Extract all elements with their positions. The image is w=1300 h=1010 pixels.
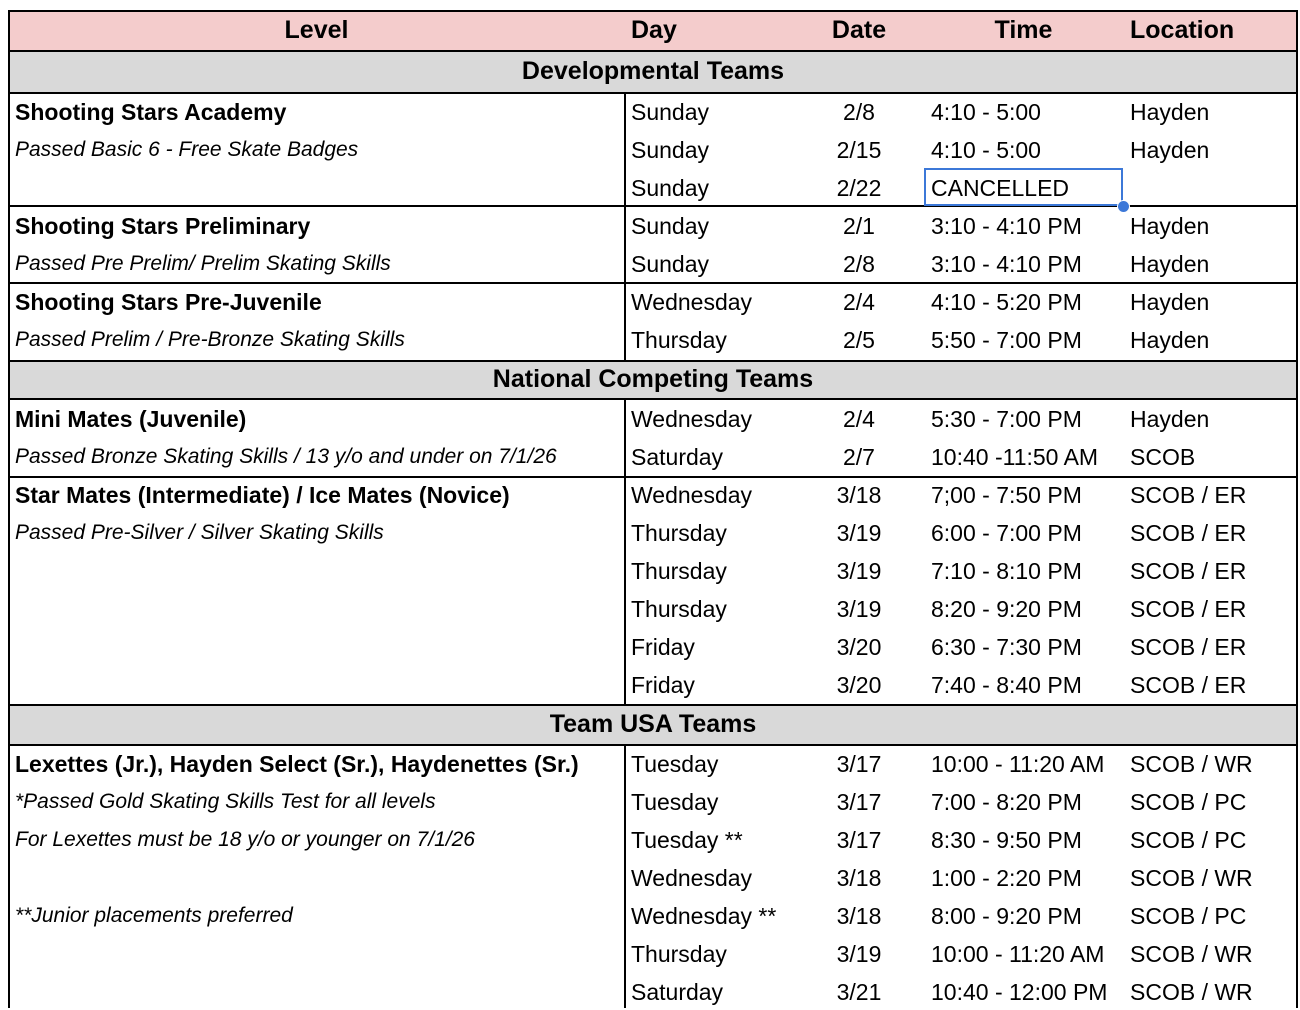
cell-date[interactable]: 3/20 xyxy=(836,633,882,660)
cell-time[interactable]: 5:50 - 7:00 PM xyxy=(931,326,1082,353)
table-row xyxy=(8,246,1298,282)
cell-level[interactable]: Star Mates (Intermediate) / Ice Mates (Novice) xyxy=(15,481,510,508)
cell-date[interactable]: 2/1 xyxy=(843,212,875,239)
cell-location[interactable]: Hayden xyxy=(1130,136,1210,163)
table-row xyxy=(8,822,1298,858)
cell-level[interactable] xyxy=(15,667,625,703)
cell-day[interactable]: Wednesday xyxy=(631,288,753,315)
fill-handle[interactable] xyxy=(1117,200,1130,213)
column-divider xyxy=(624,744,626,1008)
cell-level[interactable] xyxy=(15,553,625,589)
cell-time[interactable]: 8:20 - 9:20 PM xyxy=(931,595,1082,622)
section-developmental[interactable]: Developmental Teams xyxy=(8,50,1298,92)
cell-day[interactable]: Tuesday xyxy=(631,788,719,815)
cell-level[interactable]: Passed Prelim / Pre-Bronze Skating Skills xyxy=(15,328,405,351)
cell-date[interactable]: 3/18 xyxy=(836,864,882,891)
cell-location[interactable]: SCOB / ER xyxy=(1130,595,1247,622)
row-divider xyxy=(8,476,1298,478)
cell-location[interactable]: SCOB / ER xyxy=(1130,633,1247,660)
cell-location[interactable]: Hayden xyxy=(1130,250,1210,277)
cell-day[interactable]: Wednesday ** xyxy=(631,902,777,929)
cell-location[interactable]: Hayden xyxy=(1130,288,1210,315)
cell-level[interactable]: For Lexettes must be 18 y/o or younger on 7/1/26 xyxy=(15,828,475,851)
cell-date[interactable]: 2/8 xyxy=(843,250,875,277)
cell-date[interactable]: 3/19 xyxy=(836,557,882,584)
cell-time[interactable]: 7:00 - 8:20 PM xyxy=(931,788,1082,815)
cell-level[interactable]: Lexettes (Jr.), Hayden Select (Sr.), Haydenettes (Sr.) xyxy=(15,750,579,777)
row-divider xyxy=(8,92,1298,94)
cell-level[interactable]: *Passed Gold Skating Skills Test for all levels xyxy=(15,790,436,813)
table-row xyxy=(8,746,1298,782)
schedule-table xyxy=(8,10,1298,1008)
cell-day[interactable]: Sunday xyxy=(631,98,710,125)
cell-day[interactable]: Saturday xyxy=(631,978,724,1005)
cell-level[interactable] xyxy=(15,936,625,972)
row-divider xyxy=(8,398,1298,400)
cell-date[interactable]: 2/22 xyxy=(836,174,882,201)
cell-time[interactable]: 10:40 - 12:00 PM xyxy=(931,978,1108,1005)
cell-location[interactable]: SCOB / ER xyxy=(1130,671,1247,698)
cell-day[interactable]: Sunday xyxy=(631,136,710,163)
cell-date[interactable]: 3/18 xyxy=(836,481,882,508)
row-divider xyxy=(8,360,1298,362)
table-row xyxy=(8,284,1298,320)
cell-time[interactable]: 5:30 - 7:00 PM xyxy=(931,405,1082,432)
cell-day[interactable]: Friday xyxy=(631,671,695,698)
cell-time[interactable]: 3:10 - 4:10 PM xyxy=(931,250,1082,277)
cell-date[interactable]: 3/20 xyxy=(836,671,882,698)
cell-location[interactable]: SCOB / ER xyxy=(1130,481,1247,508)
table-row xyxy=(8,629,1298,665)
cell-date[interactable]: 2/8 xyxy=(843,98,875,125)
table-row xyxy=(8,94,1298,130)
header-date[interactable]: Date xyxy=(831,15,887,44)
cell-location[interactable]: SCOB / ER xyxy=(1130,519,1247,546)
cell-level[interactable]: Passed Pre Prelim/ Prelim Skating Skills xyxy=(15,252,391,275)
cell-date[interactable]: 2/7 xyxy=(843,443,875,470)
cell-level[interactable]: Passed Basic 6 - Free Skate Badges xyxy=(15,138,359,161)
table-row xyxy=(8,401,1298,437)
cell-day[interactable]: Thursday xyxy=(631,519,727,546)
column-divider xyxy=(624,398,626,704)
header-level[interactable]: Level xyxy=(284,15,349,44)
table-row xyxy=(8,515,1298,551)
table-row xyxy=(8,591,1298,627)
cell-level[interactable]: Shooting Stars Preliminary xyxy=(15,212,311,239)
cell-level[interactable]: Mini Mates (Juvenile) xyxy=(15,405,247,432)
cell-date[interactable]: 3/19 xyxy=(836,519,882,546)
cell-level[interactable] xyxy=(15,591,625,627)
row-divider xyxy=(8,744,1298,746)
cell-location[interactable]: SCOB / WR xyxy=(1130,978,1253,1005)
cell-date[interactable]: 3/21 xyxy=(836,978,882,1005)
table-row xyxy=(8,132,1298,168)
cell-level[interactable] xyxy=(15,860,625,896)
cell-location[interactable]: SCOB / WR xyxy=(1130,750,1253,777)
header-day[interactable]: Day xyxy=(631,15,677,44)
cell-time[interactable]: 6:30 - 7:30 PM xyxy=(931,633,1082,660)
cell-time[interactable]: 3:10 - 4:10 PM xyxy=(931,212,1082,239)
cell-time[interactable]: 4:10 - 5:00 xyxy=(931,136,1041,163)
cell-day[interactable]: Friday xyxy=(631,633,695,660)
cell-time[interactable]: 7:40 - 8:40 PM xyxy=(931,671,1082,698)
table-row xyxy=(8,860,1298,896)
cell-day[interactable]: Tuesday ** xyxy=(631,826,743,853)
cell-level[interactable]: Shooting Stars Pre-Juvenile xyxy=(15,288,322,315)
cell-day[interactable]: Saturday xyxy=(631,443,724,470)
cell-date[interactable]: 2/4 xyxy=(843,405,875,432)
cell-day[interactable]: Sunday xyxy=(631,250,710,277)
cell-date[interactable]: 3/17 xyxy=(836,750,882,777)
cell-time[interactable]: 8:00 - 9:20 PM xyxy=(931,902,1082,929)
table-row xyxy=(8,784,1298,820)
cell-time[interactable]: 10:00 - 11:20 AM xyxy=(931,750,1105,777)
cell-location[interactable]: SCOB xyxy=(1130,443,1196,470)
cell-day[interactable]: Tuesday xyxy=(631,750,719,777)
cell-location[interactable]: Hayden xyxy=(1130,212,1210,239)
cell-time[interactable]: 4:10 - 5:20 PM xyxy=(931,288,1082,315)
cell-location[interactable]: Hayden xyxy=(1130,326,1210,353)
section-national[interactable]: National Competing Teams xyxy=(8,360,1298,398)
cell-time[interactable]: 1:00 - 2:20 PM xyxy=(931,864,1082,891)
cell-day[interactable]: Thursday xyxy=(631,326,727,353)
cell-time[interactable]: 7;00 - 7:50 PM xyxy=(931,481,1082,508)
cell-time[interactable]: 4:10 - 5:00 xyxy=(931,98,1041,125)
cell-location[interactable] xyxy=(1130,170,1298,206)
cell-date[interactable]: 3/17 xyxy=(836,826,882,853)
cell-date[interactable]: 2/4 xyxy=(843,288,875,315)
row-divider xyxy=(8,50,1298,52)
cell-time[interactable]: 8:30 - 9:50 PM xyxy=(931,826,1082,853)
table-row xyxy=(8,974,1298,1010)
cell-day[interactable]: Sunday xyxy=(631,174,710,201)
cell-day[interactable]: Wednesday xyxy=(631,405,753,432)
row-divider xyxy=(8,282,1298,284)
cell-level[interactable]: Passed Bronze Skating Skills / 13 y/o and under on 7/1/26 xyxy=(15,445,557,468)
cell-day[interactable]: Thursday xyxy=(631,557,727,584)
cell-date[interactable]: 2/5 xyxy=(843,326,875,353)
table-row xyxy=(8,322,1298,358)
cell-location[interactable]: SCOB / WR xyxy=(1130,940,1253,967)
header-location[interactable]: Location xyxy=(1130,15,1235,44)
section-usa[interactable]: Team USA Teams xyxy=(8,704,1298,744)
cell-level[interactable] xyxy=(15,170,625,206)
cell-day[interactable]: Thursday xyxy=(631,595,727,622)
cell-location[interactable]: Hayden xyxy=(1130,98,1210,125)
cell-location[interactable]: Hayden xyxy=(1130,405,1210,432)
table-row xyxy=(8,898,1298,934)
cell-date[interactable]: 3/19 xyxy=(836,595,882,622)
cell-time[interactable]: 6:00 - 7:00 PM xyxy=(931,519,1082,546)
cell-day[interactable]: Wednesday xyxy=(631,864,753,891)
table-row xyxy=(8,667,1298,703)
cell-level[interactable] xyxy=(15,974,625,1010)
table-row xyxy=(8,208,1298,244)
cell-level[interactable]: **Junior placements preferred xyxy=(15,904,293,927)
cell-day[interactable]: Wednesday xyxy=(631,481,753,508)
table-row xyxy=(8,553,1298,589)
cell-date[interactable]: 3/18 xyxy=(836,902,882,929)
cell-level[interactable] xyxy=(15,629,625,665)
cell-date[interactable]: 3/17 xyxy=(836,788,882,815)
cell-location[interactable]: SCOB / ER xyxy=(1130,557,1247,584)
cell-location[interactable]: SCOB / WR xyxy=(1130,864,1253,891)
cell-location[interactable]: SCOB / PC xyxy=(1130,788,1247,815)
cell-location[interactable]: SCOB / PC xyxy=(1130,826,1247,853)
cell-time[interactable]: 10:40 -11:50 AM xyxy=(931,443,1099,470)
cell-date[interactable]: 3/19 xyxy=(836,940,882,967)
cell-location[interactable]: SCOB / PC xyxy=(1130,902,1247,929)
row-divider xyxy=(8,704,1298,706)
selected-cell-outline[interactable] xyxy=(924,168,1123,206)
cell-level[interactable]: Shooting Stars Academy xyxy=(15,98,287,125)
table-row xyxy=(8,477,1298,513)
cell-time[interactable]: CANCELLED xyxy=(931,174,1070,201)
table-row xyxy=(8,439,1298,475)
header-row xyxy=(8,10,1298,50)
cell-day[interactable]: Thursday xyxy=(631,940,727,967)
cell-level[interactable]: Passed Pre-Silver / Silver Skating Skills xyxy=(15,521,384,544)
column-divider xyxy=(624,92,626,360)
cell-time[interactable]: 10:00 - 11:20 AM xyxy=(931,940,1105,967)
header-time[interactable]: Time xyxy=(994,15,1053,44)
cell-day[interactable]: Sunday xyxy=(631,212,710,239)
cell-time[interactable]: 7:10 - 8:10 PM xyxy=(931,557,1082,584)
table-row xyxy=(8,936,1298,972)
cell-date[interactable]: 2/15 xyxy=(836,136,882,163)
